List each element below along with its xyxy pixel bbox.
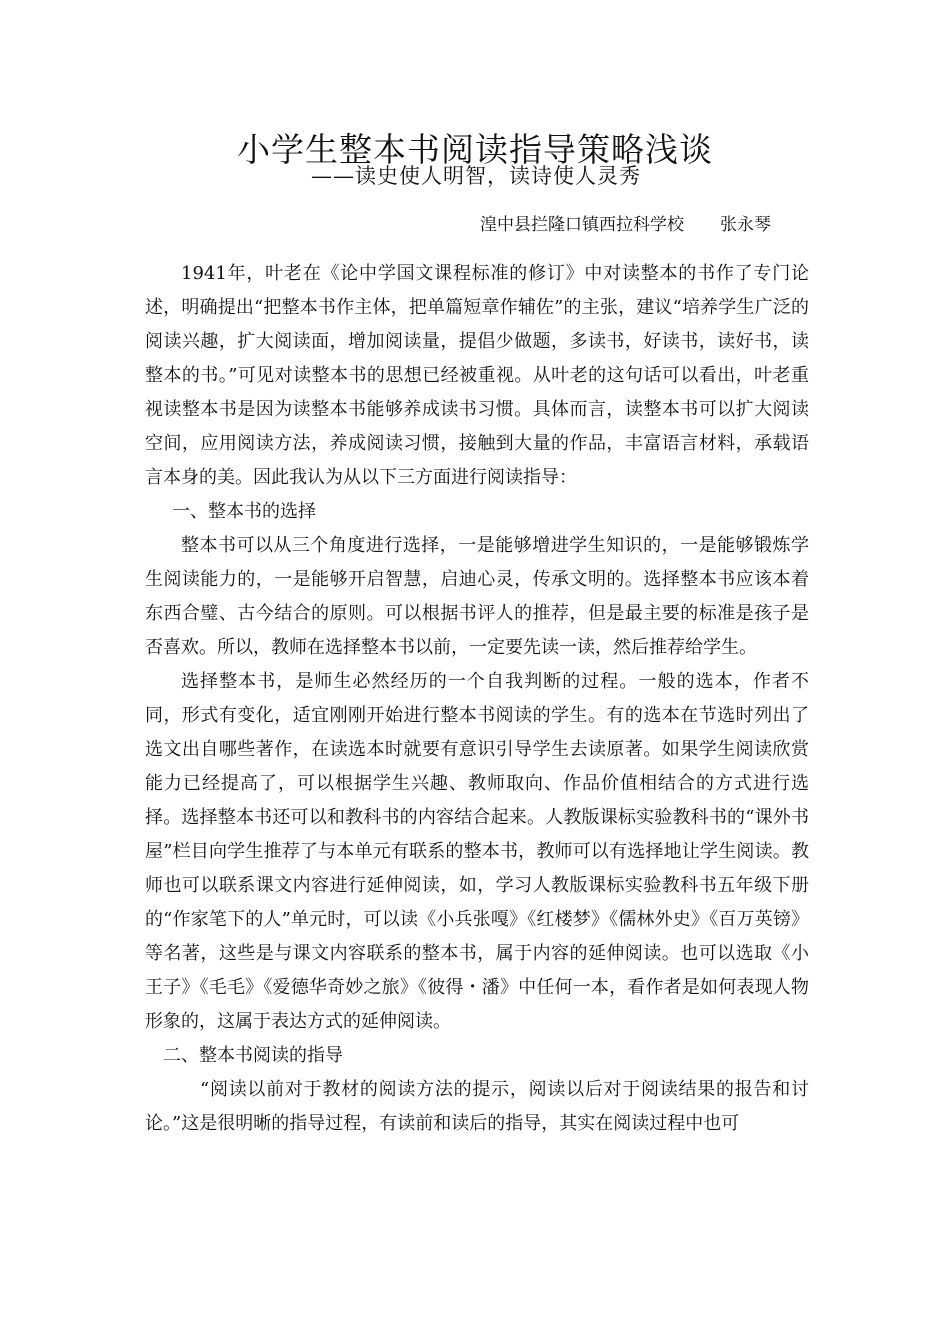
section-heading-guidance: 二、整本书阅读的指导: [163, 1045, 343, 1066]
author-affiliation: 湟中县拦隆口镇西拉科学校: [480, 215, 684, 235]
document-subtitle: ——读史使人明智，读诗使人灵秀: [311, 164, 641, 188]
section1-paragraph-1: 整本书可以从三个角度进行选择，一是能够增进学生知识的，一是能够锻炼学生阅读能力的，一是能够开启智慧，启迪心灵，传承文明的。选择整本书应该本着东西合璧、古今结合的原则。可以根据书评人的推荐，但是最主要的标准是孩子是否喜欢。所以，教师在选择整本书以前，一定要先读一读，然后推荐给学生。: [145, 535, 809, 658]
intro-paragraph: 1941年，叶老在《论中学国文课程标准的修订》中对读整本的书作了专门论述，明确提出“把整本书作主体，把单篇短章作辅佐”的主张，建议“培养学生广泛的阅读兴趣，扩大阅读面，增加阅读量，提倡少做题，多读书，好读书，读好书，读整本的书。”可见对读整本书的思想已经被重视。从叶老的这句话可以看出，叶老重视读整本书是因为读整本书能够养成读书习惯。具体而言，读整本书可以扩大阅读空间，应用阅读方法，养成阅读习惯，接触到大量的作品，丰富语言材料，承载语言本身的美。因此我认为从以下三方面进行阅读指导：: [145, 263, 809, 488]
author-line: [480, 212, 771, 238]
section1-paragraph-2: 选择整本书，是师生必然经历的一个自我判断的过程。一般的选本，作者不同，形式有变化，适宜刚刚开始进行整本书阅读的学生。有的选本在节选时列出了选文出自哪些著作，在读选本时就要有意识引导学生去读原著。如果学生阅读欣赏能力已经提高了，可以根据学生兴趣、教师取向、作品价值相结合的方式进行选择。选择整本书还可以和教科书的内容结合起来。人教版课标实验教科书的“课外书屋”栏目向学生推荐了与本单元有联系的整本书，教师可以有选择地让学生阅读。教师也可以联系课文内容进行延伸阅读，如，学习人教版课标实验教科书五年级下册的“作家笔下的人”单元时，可以读《小兵张嘎》《红楼梦》《儒林外史》《百万英镑》等名著，这些是与课文内容联系的整本书，属于内容的延伸阅读。也可以选取《小王子》《毛毛》《爱德华奇妙之旅》《彼得・潘》中任何一本，看作者是如何表现人物形象的，这属于表达方式的延伸阅读。: [145, 671, 809, 1032]
section2-paragraph-1: “阅读以前对于教材的阅读方法的提示，阅读以后对于阅读结果的报告和讨论。”这是很明晰的指导过程，有读前和读后的指导，其实在阅读过程中也可: [145, 1079, 809, 1134]
section-heading-selection: 一、整本书的选择: [172, 501, 316, 522]
document-title: 小学生整本书阅读指导策略浅谈: [237, 130, 713, 170]
document-body: [145, 257, 809, 1141]
author-name: 张永琴: [720, 215, 771, 235]
